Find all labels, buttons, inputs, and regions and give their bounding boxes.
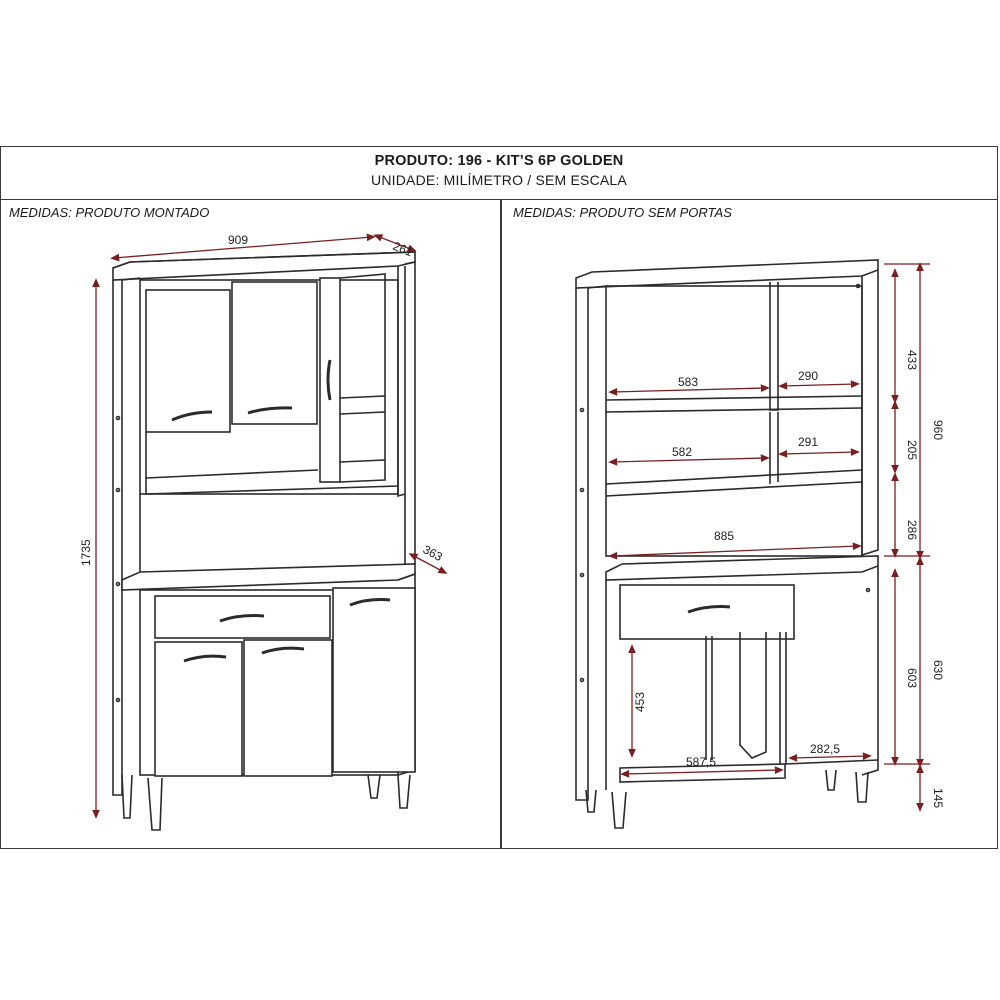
shelf-2: [606, 470, 862, 496]
right-panel-label: MEDIDAS: PRODUTO SEM PORTAS: [513, 205, 732, 220]
dim-shelf-left-label: 583: [678, 375, 699, 389]
product-title: PRODUTO: 196 - KIT’S 6P GOLDEN: [374, 153, 624, 169]
left-panel-label: MEDIDAS: PRODUTO MONTADO: [9, 205, 210, 220]
dim-niche-width-label: 885: [714, 529, 735, 543]
upper-frame: [606, 286, 862, 556]
dim-mid-right-label: 291: [798, 435, 819, 449]
dim-cabinet-inner-height-label: 453: [633, 691, 647, 712]
dim-upper-total-label: 960: [931, 420, 945, 441]
dim-upper-h3-label: 286: [905, 520, 919, 541]
dim-leg-height-label: 145: [931, 788, 945, 809]
lower-door-1: [155, 642, 242, 776]
assembled-cabinet: [113, 252, 415, 830]
dim-base-left-label: 587,5: [686, 755, 717, 769]
dim-shelf-right-label: 290: [798, 369, 819, 383]
dim-depth-top-label: 261: [390, 238, 415, 260]
dim-height-label: 1735: [79, 539, 93, 566]
dim-lower-total-label: 630: [931, 660, 945, 681]
lower-door-3: [333, 588, 415, 772]
lower-door-2: [244, 640, 332, 776]
upper-door-3: [320, 278, 340, 482]
counter-top: [122, 564, 415, 590]
dim-depth-counter-label: 363: [420, 542, 445, 565]
dim-upper-h2-label: 205: [905, 440, 919, 461]
dim-base-right-label: 282,5: [810, 742, 841, 756]
unit-subtitle: UNIDADE: MILÍMETRO / SEM ESCALA: [371, 172, 627, 188]
dim-width-label: 909: [228, 233, 249, 247]
dim-lower-inner-label: 603: [905, 668, 919, 689]
shelf-1: [606, 396, 862, 412]
left-side-panel: [113, 280, 122, 795]
drawer-right: [620, 585, 794, 639]
dim-mid-left-label: 582: [672, 445, 693, 459]
counter-top-right: [606, 556, 878, 580]
upper-door-2: [232, 282, 317, 424]
right-dimensions: [612, 264, 930, 808]
upper-door-1: [146, 290, 230, 432]
dim-upper-h1-label: 433: [905, 350, 919, 371]
